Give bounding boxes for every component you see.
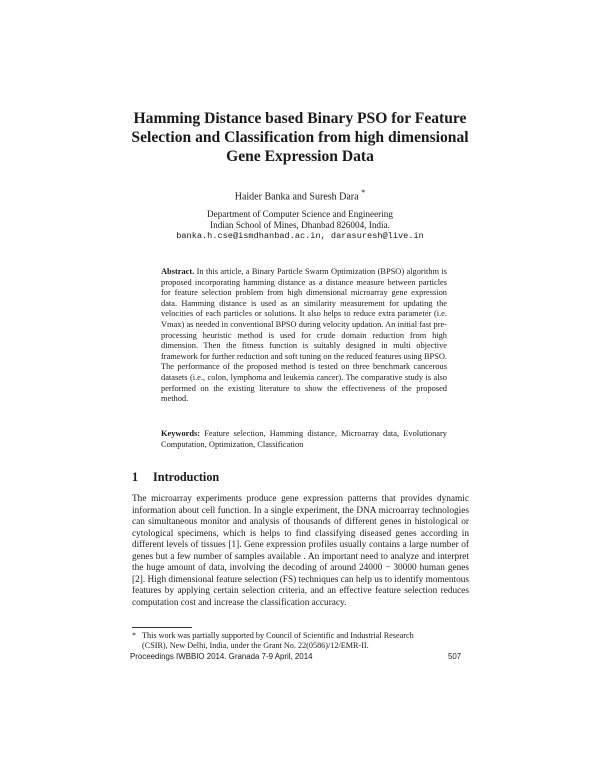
footnote [132,631,469,652]
affiliation-department: Department of Computer Science and Engineering [207,209,393,219]
section-title: Introduction [153,470,220,484]
page-number: 507 [448,652,462,661]
abstract [161,267,447,405]
footnote-rule [132,627,192,628]
author-names: Haider Banka and Suresh Dara [234,191,359,203]
proceedings-footer: Proceedings IWBBIO 2014. Granada 7-9 April, 2014 [130,652,313,661]
paper-title: Hamming Distance based Binary PSO for Feature Selection and Classification from high dimensional Gene Expression Data [131,110,469,165]
section-heading [132,470,472,484]
section-number: 1 [132,470,139,484]
author-line [150,187,450,203]
introduction-paragraph: The microarray experiments produce gene expression patterns that provides dynamic information about cell function. In a single experiment, the DNA microarray technologies can simultaneous monitor and analysis of thousands of different genes in histological or cytological specimens, which is helps to find classifying diseased genes according in different levels of tissues [1]. Gene expression profiles usually contains a large number of genes but a few number of samples available . An important need to analyze and interpret the huge amount of data, involving the decoding of around 24000 − 30000 human genes [2]. High dimensional feature selection (FS) techniques can help us to identify momentous features by applying certain selection criteria, and an effective feature selection reduces computation cost and increase the classification accuracy. [132,494,469,608]
keywords-label: Keywords: [161,429,201,438]
abstract-label: Abstract. [161,267,195,276]
footnote-mark: * [132,631,137,640]
footnote-line-2: (CSIR), New Delhi, India, under the Grant No. 22(0586)/12/EMR-II. [142,641,369,651]
footnote-line-1: This work was partially supported by Council of Scientific and Industrial Research [142,631,414,640]
affiliation-institution: Indian School of Mines, Dhanbad 826004, India. [210,220,390,230]
affiliation [175,209,425,242]
keywords-text: Feature selection, Hamming distance, Microarray data, Evolutionary Computation, Optimization, Classification [161,429,447,449]
keywords [161,429,447,450]
affiliation-emails: banka.h.cse@ismdhanbad.ac.in, darasuresh@live.in [176,231,424,241]
abstract-text: In this article, a Binary Particle Swarm Optimization (BPSO) algorithm is proposed incorporating hamming distance as a distance measure between particles for feature selection problem from high dimensional microarray gene expression data. Hamming distance is used as an similarity measurement for updating the velocities of each particles or solutions. It also helps to reduce extra parameter (i.e. Vmax) as needed in conventional BPSO during velocity updation. An initial fast pre-processing heuristic method is used for crude domain reduction from high dimension. Then the fitness function is suitably designed in multi objective framework for further reduction and soft tuning on the reduced features using BPSO. The performance of the proposed method is tested on three benchmark cancerous datasets (i.e., colon, lymphoma and leukemia cancer). The comparative study is also performed on the existing literature to show the effectiveness of the proposed method. [161,267,447,404]
author-footnote-mark: * [361,188,366,197]
